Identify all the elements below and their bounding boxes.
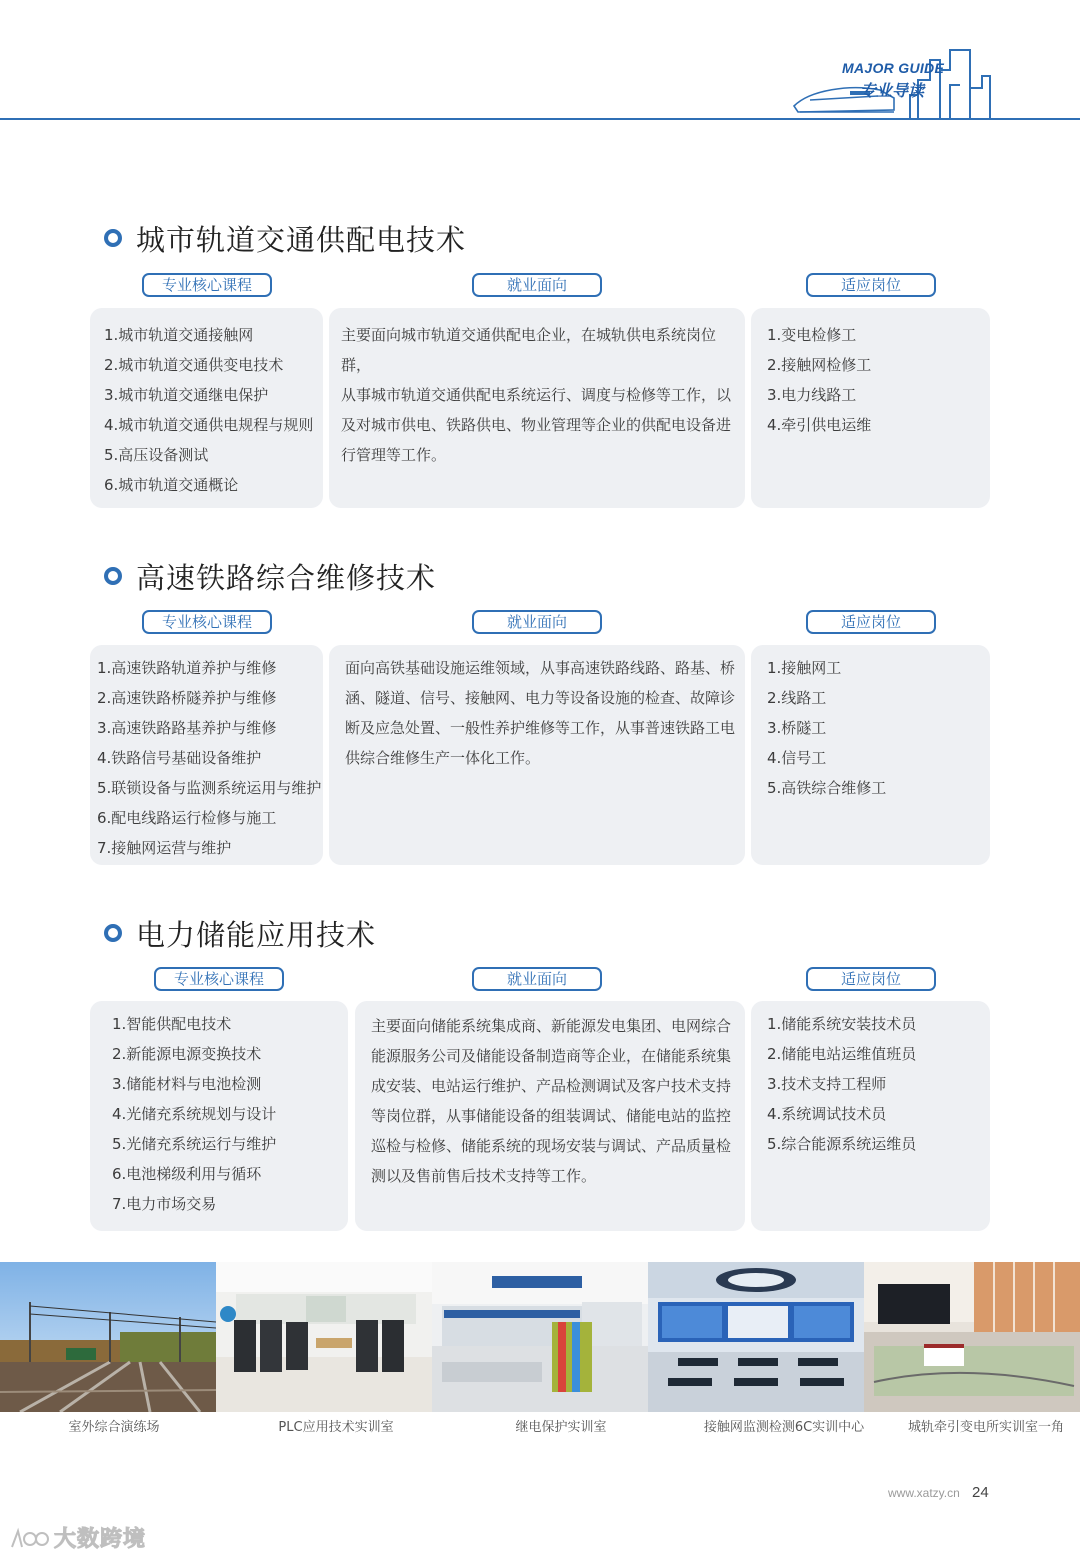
brand-english: MAJOR GUIDE [842,60,945,76]
photo-plc-lab [216,1262,432,1412]
direction-line: 及对城市供电、铁路供电、物业管理等企业的供配电设备进 [341,416,732,434]
direction-line: 巡检与检修、储能系统的现场安装与调试、产品质量检 [371,1137,732,1155]
list-item: 1.接触网工 [767,659,842,677]
direction-text [371,1011,731,1191]
list-item: 3.技术支持工程师 [767,1075,887,1093]
direction-line: 断及应急处置、一般性养护维修等工作，从事普速铁路工电 [345,719,736,737]
section-title: 城市轨道交通供配电技术 [136,222,467,257]
list-item: 5.联锁设备与监测系统运用与维护 [97,779,322,797]
direction-card [355,1001,745,1231]
direction-card [329,645,745,865]
list-item: 1.变电检修工 [767,326,857,344]
list-item: 2.接触网检修工 [767,356,872,374]
photo-traction-substation-lab [864,1262,1080,1412]
direction-line: 测以及售前售后技术支持等工作。 [371,1167,597,1185]
posts-card [751,308,990,508]
list-item: 2.高速铁路桥隧养护与维修 [97,689,277,707]
watermark-text: 大数跨境 [54,1527,147,1552]
posts-list [767,320,871,440]
section-header [104,218,466,258]
photo-6c-monitoring-center [648,1262,864,1412]
courses-list [104,320,313,500]
list-item: 4.系统调试技术员 [767,1105,887,1123]
posts-card [751,1001,990,1231]
list-item: 1.储能系统安装技术员 [767,1015,917,1033]
brand-chinese: 专业导读 [860,81,925,100]
footer-url: www.xatzy.cn [888,1486,960,1500]
watermark-logo-icon [8,1523,50,1553]
photo-caption: 继电保护实训室 [515,1420,607,1435]
list-item: 1.城市轨道交通接触网 [104,326,254,344]
direction-line: 成安装、电站运行维护、产品检测调试及客户技术支持 [371,1077,732,1095]
list-item: 3.桥隧工 [767,719,827,737]
direction-text [345,653,735,773]
direction-line: 能源服务公司及储能设备制造商等企业，在储能系统集 [371,1047,732,1065]
list-item: 2.线路工 [767,689,827,707]
list-item: 5.高铁综合维修工 [767,779,887,797]
watermark [8,1522,146,1553]
list-item: 2.储能电站运维值班员 [767,1045,917,1063]
direction-card [329,308,745,508]
direction-line: 等岗位群，从事储能设备的组装调试、储能电站的监控 [371,1107,732,1125]
list-item: 4.光储充系统规划与设计 [112,1105,277,1123]
label-employment-direction: 就业面向 [472,273,602,297]
list-item: 4.铁路信号基础设备维护 [97,749,262,767]
list-item: 3.高速铁路路基养护与维修 [97,719,277,737]
label-employment-direction: 就业面向 [472,967,602,991]
direction-line: 行管理等工作。 [341,446,447,464]
label-suitable-posts: 适应岗位 [806,967,936,991]
circle-bullet-icon [104,567,122,585]
direction-line: 涵、隧道、信号、接触网、电力等设备设施的检查、故障诊 [345,689,736,707]
list-item: 2.城市轨道交通供变电技术 [104,356,284,374]
photo-strip [0,1262,1080,1412]
list-item: 1.高速铁路轨道养护与维修 [97,659,277,677]
list-item: 3.储能材料与电池检测 [112,1075,262,1093]
direction-text [341,320,745,470]
courses-card [90,308,323,508]
section-title: 高速铁路综合维修技术 [136,560,437,595]
list-item: 7.电力市场交易 [112,1195,217,1213]
list-item: 6.配电线路运行检修与施工 [97,809,277,827]
posts-list [767,1009,916,1159]
section-title: 电力储能应用技术 [136,917,377,952]
courses-list [112,1009,276,1219]
list-item: 7.接触网运营与维护 [97,839,232,857]
list-item: 4.信号工 [767,749,827,767]
direction-line: 从事城市轨道交通供配电系统运行、调度与检修等工作，以 [341,386,732,404]
section-header [104,556,436,596]
circle-bullet-icon [104,924,122,942]
courses-card [90,645,323,865]
photo-caption: 接触网监测检测6C实训中心 [703,1420,865,1435]
list-item: 4.牵引供电运维 [767,416,872,434]
circle-bullet-icon [104,229,122,247]
courses-list [97,653,321,863]
photo-caption: 室外综合演练场 [68,1420,160,1435]
brand-logo [790,40,1030,124]
list-item: 2.新能源电源变换技术 [112,1045,262,1063]
list-item: 1.智能供配电技术 [112,1015,232,1033]
page-number: 24 [972,1484,989,1501]
direction-line: 面向高铁基础设施运维领域，从事高速铁路线路、路基、桥 [345,659,736,677]
posts-list [767,653,886,803]
list-item: 3.电力线路工 [767,386,857,404]
photo-caption: PLC应用技术实训室 [278,1420,394,1435]
photo-outdoor-training-ground [0,1262,216,1412]
direction-line: 主要面向储能系统集成商、新能源发电集团、电网综合 [371,1017,732,1035]
list-item: 3.城市轨道交通继电保护 [104,386,269,404]
list-item: 6.城市轨道交通概论 [104,476,239,494]
list-item: 6.电池梯级利用与循环 [112,1165,262,1183]
direction-line: 主要面向城市轨道交通供配电企业，在城轨供电系统岗位群， [341,326,717,374]
photo-caption: 城轨牵引变电所实训室一角 [907,1420,1064,1435]
list-item: 4.城市轨道交通供电规程与规则 [104,416,314,434]
label-core-courses: 专业核心课程 [142,610,272,634]
posts-card [751,645,990,865]
direction-line: 供综合维修生产一体化工作。 [345,749,541,767]
label-core-courses: 专业核心课程 [142,273,272,297]
courses-card [90,1001,348,1231]
list-item: 5.高压设备测试 [104,446,209,464]
label-core-courses: 专业核心课程 [154,967,284,991]
photo-relay-protection-lab [432,1262,648,1412]
section-header [104,913,376,953]
label-suitable-posts: 适应岗位 [806,610,936,634]
list-item: 5.综合能源系统运维员 [767,1135,917,1153]
list-item: 5.光储充系统运行与维护 [112,1135,277,1153]
label-employment-direction: 就业面向 [472,610,602,634]
label-suitable-posts: 适应岗位 [806,273,936,297]
